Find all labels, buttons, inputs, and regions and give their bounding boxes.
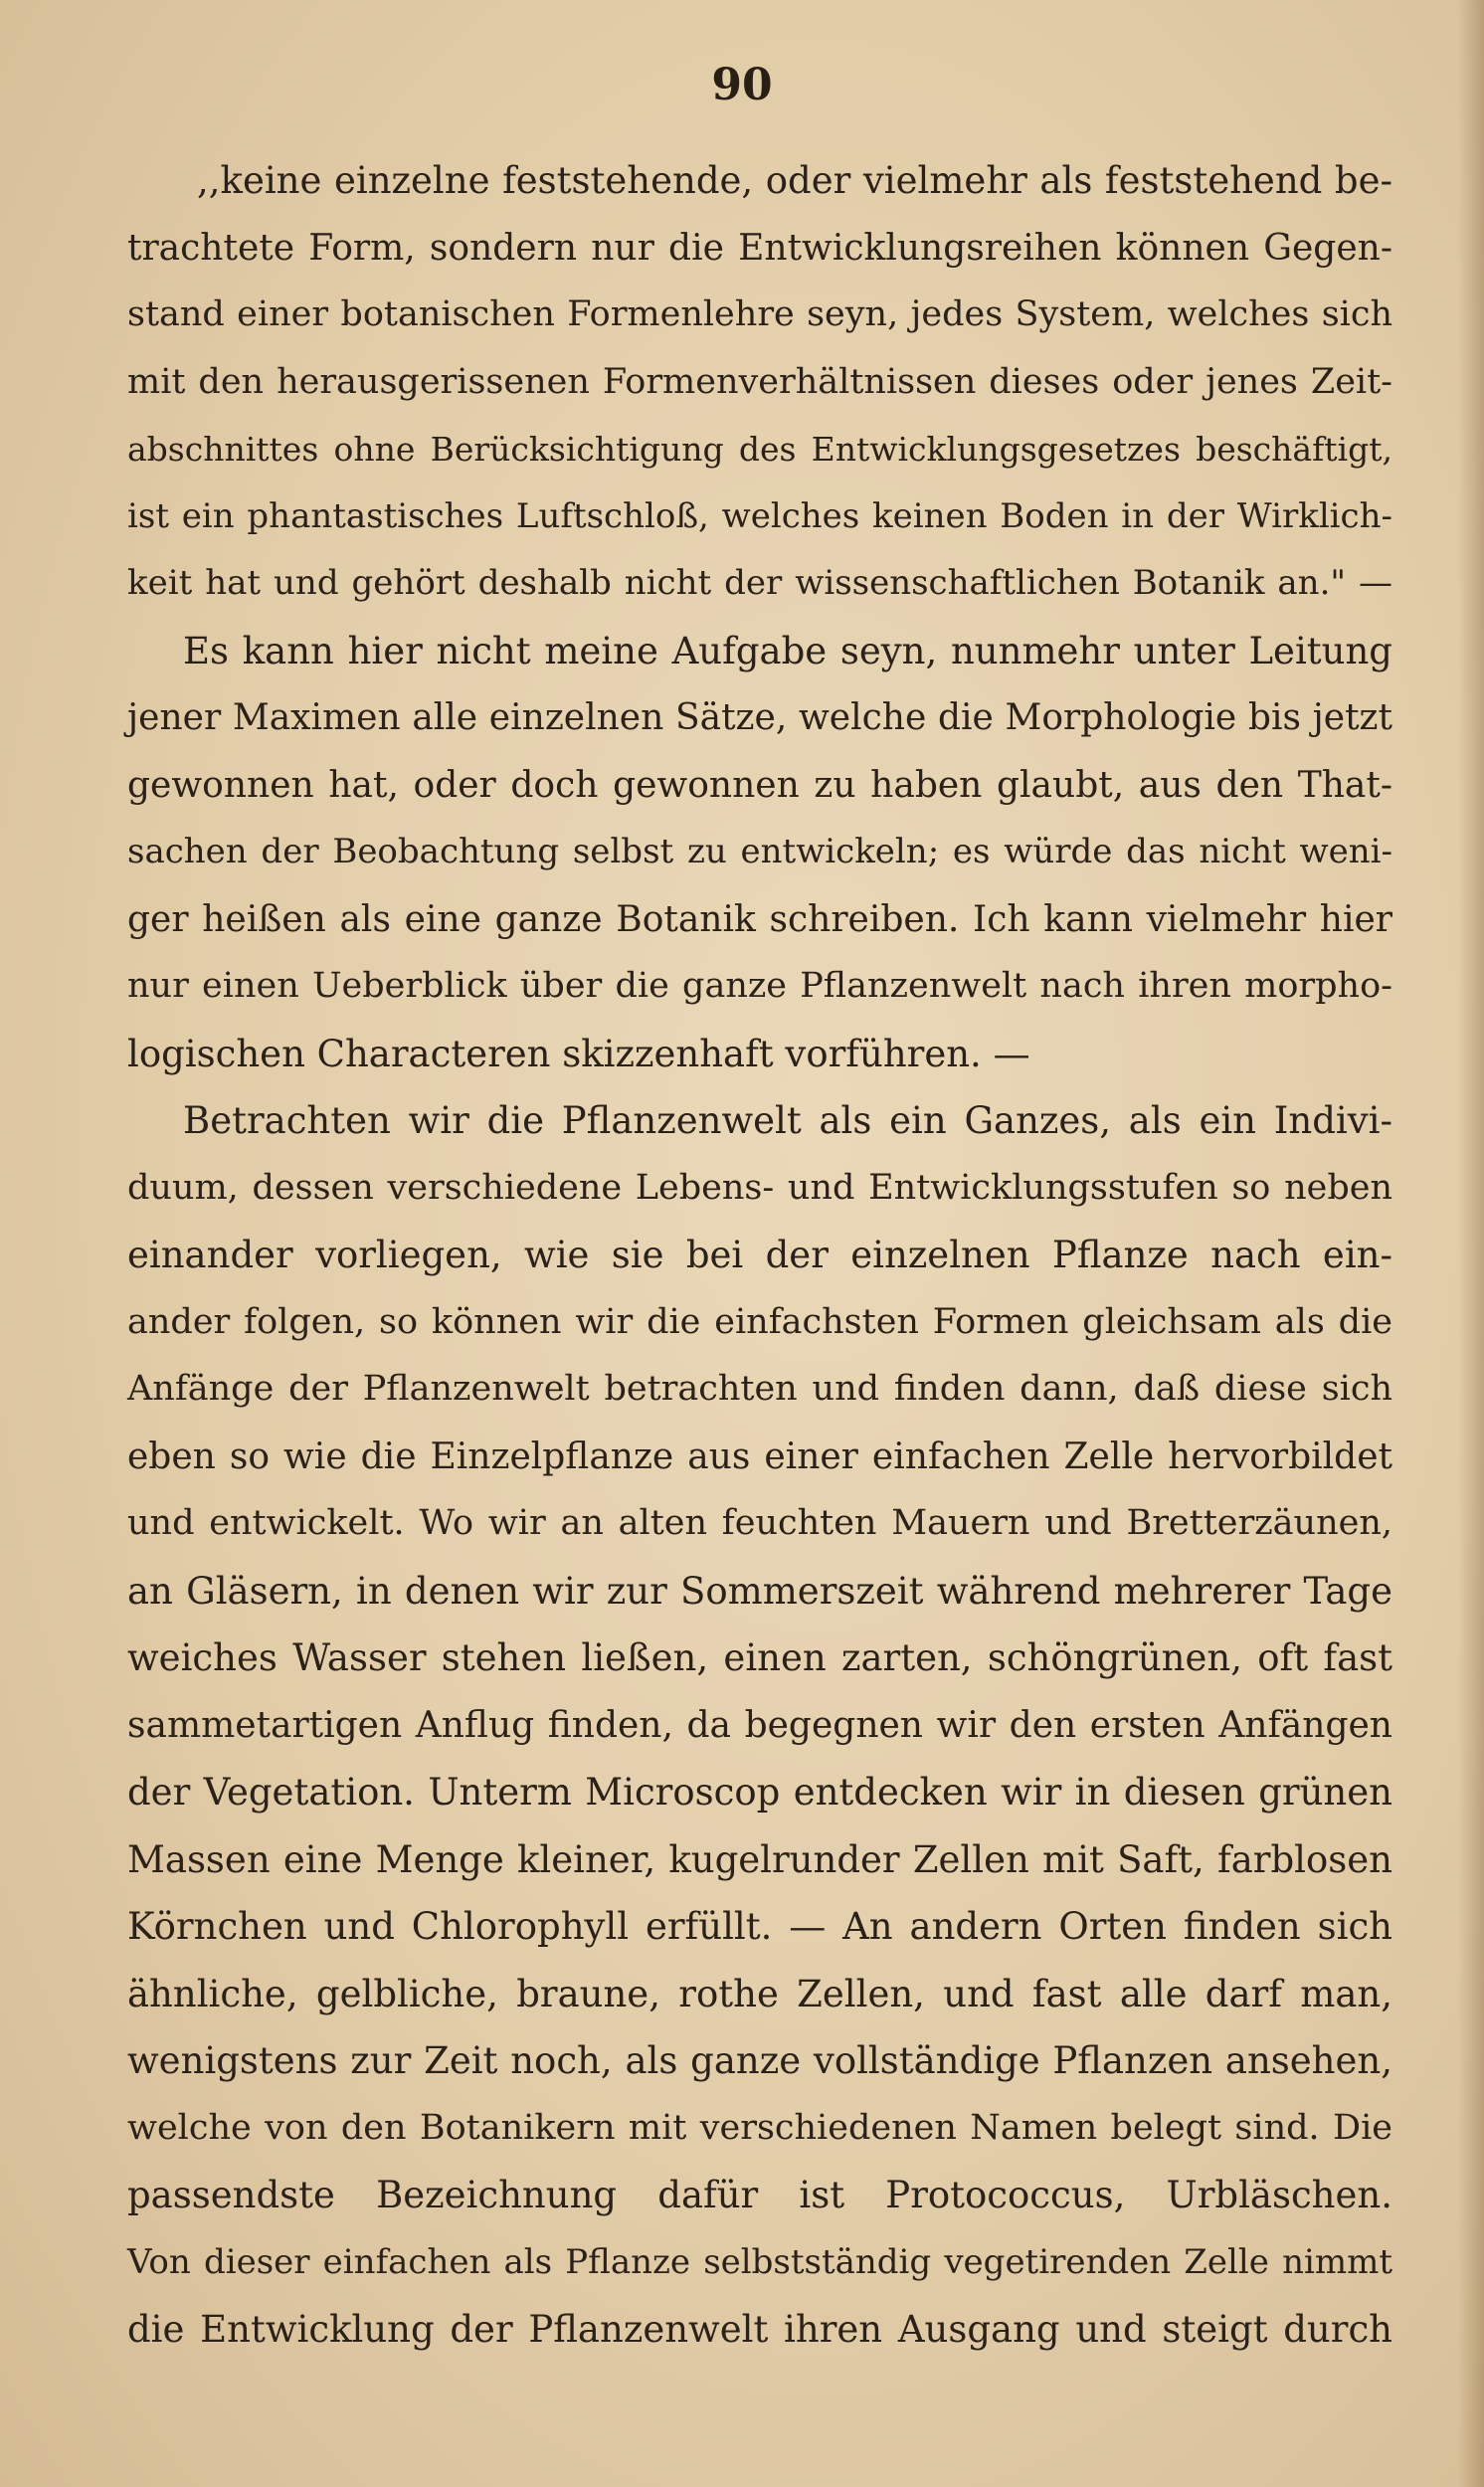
text-line: sammetartigen Anflug finden, da begegnen wir den ersten Anfängen [127, 1704, 1392, 1746]
text-line: ander folgen, so können wir die einfachsten Formen gleichsam als die [127, 1301, 1392, 1342]
text-line: Von dieser einfachen als Pflanze selbstständig vegetirenden Zelle nimmt [127, 2241, 1392, 2282]
text-line: jener Maximen alle einzelnen Sätze, welche die Morphologie bis jetzt [127, 697, 1392, 738]
text-line: Körnchen und Chlorophyll erfüllt. — An andern Orten finden sich [127, 1905, 1392, 1948]
text-line: an Gläsern, in denen wir zur Sommerszeit während mehrerer Tage [127, 1569, 1392, 1613]
page-edge-shadow [1458, 0, 1484, 2487]
text-line: sachen der Beobachtung selbst zu entwickeln; es würde das nicht weni- [127, 832, 1392, 871]
text-line: ,,keine einzelne feststehende, oder vielmehr als feststehend be- [197, 159, 1392, 202]
text-line: keit hat und gehört deshalb nicht der wissenschaftlichen Botanik an." — [127, 563, 1392, 603]
text-line: trachtete Form, sondern nur die Entwicklungsreihen können Gegen- [127, 227, 1392, 269]
text-line: Massen eine Menge kleiner, kugelrunder Zellen mit Saft, farblosen [127, 1837, 1392, 1881]
text-line: die Entwicklung der Pflanzenwelt ihren Ausgang und steigt durch [127, 2308, 1392, 2351]
text-line: einander vorliegen, wie sie bei der einzelnen Pflanze nach ein- [127, 1234, 1392, 1276]
text-line: eben so wie die Einzelpflanze aus einer einfachen Zelle hervorbildet [127, 1435, 1392, 1477]
text-line: duum, dessen verschiedene Lebens- und Entwicklungsstufen so neben [127, 1167, 1392, 1208]
text-line: wenigstens zur Zeit noch, als ganze vollständige Pflanzen ansehen, [127, 2039, 1392, 2082]
text-line: stand einer botanischen Formenlehre seyn, jedes System, welches sich [127, 294, 1392, 334]
text-line: der Vegetation. Unterm Microscop entdecken wir in diesen grünen [127, 1771, 1392, 1814]
page-number: 90 [711, 60, 773, 110]
text-line: Betrachten wir die Pflanzenwelt als ein Ganzes, als ein Indivi- [183, 1099, 1392, 1142]
text-line: passendste Bezeichnung dafür ist Protococcus, Urbläschen. [127, 2174, 1392, 2216]
text-line: welche von den Botanikern mit verschiedenen Namen belegt sind. Die [127, 2107, 1392, 2148]
text-line: ähnliche, gelbliche, braune, rothe Zellen, und fast alle darf man, [127, 1972, 1392, 2015]
text-line: und entwickelt. Wo wir an alten feuchten Mauern und Bretterzäunen, [127, 1503, 1392, 1543]
text-line: Anfänge der Pflanzenwelt betrachten und finden dann, daß diese sich [127, 1369, 1392, 1409]
text-line: ist ein phantastisches Luftschloß, welches keinen Boden in der Wirklich- [127, 495, 1392, 536]
text-line: nur einen Ueberblick über die ganze Pflanzenwelt nach ihren morpho- [127, 966, 1392, 1006]
text-line: gewonnen hat, oder doch gewonnen zu haben glaubt, aus den That- [127, 764, 1392, 806]
text-line: ger heißen als eine ganze Botanik schreiben. Ich kann vielmehr hier [127, 898, 1392, 940]
text-line: logischen Characteren skizzenhaft vorführen. — [127, 1032, 1030, 1075]
text-line: abschnittes ohne Berücksichtigung des Entwicklungsgesetzes beschäftigt, [127, 430, 1392, 469]
text-line: mit den herausgerissenen Formenverhältnissen dieses oder jenes Zeit- [127, 361, 1392, 402]
text-line: Es kann hier nicht meine Aufgabe seyn, nunmehr unter Leitung [183, 629, 1392, 672]
body-text [127, 147, 1392, 2364]
text-line: weiches Wasser stehen ließen, einen zarten, schöngrünen, oft fast [127, 1636, 1392, 1679]
